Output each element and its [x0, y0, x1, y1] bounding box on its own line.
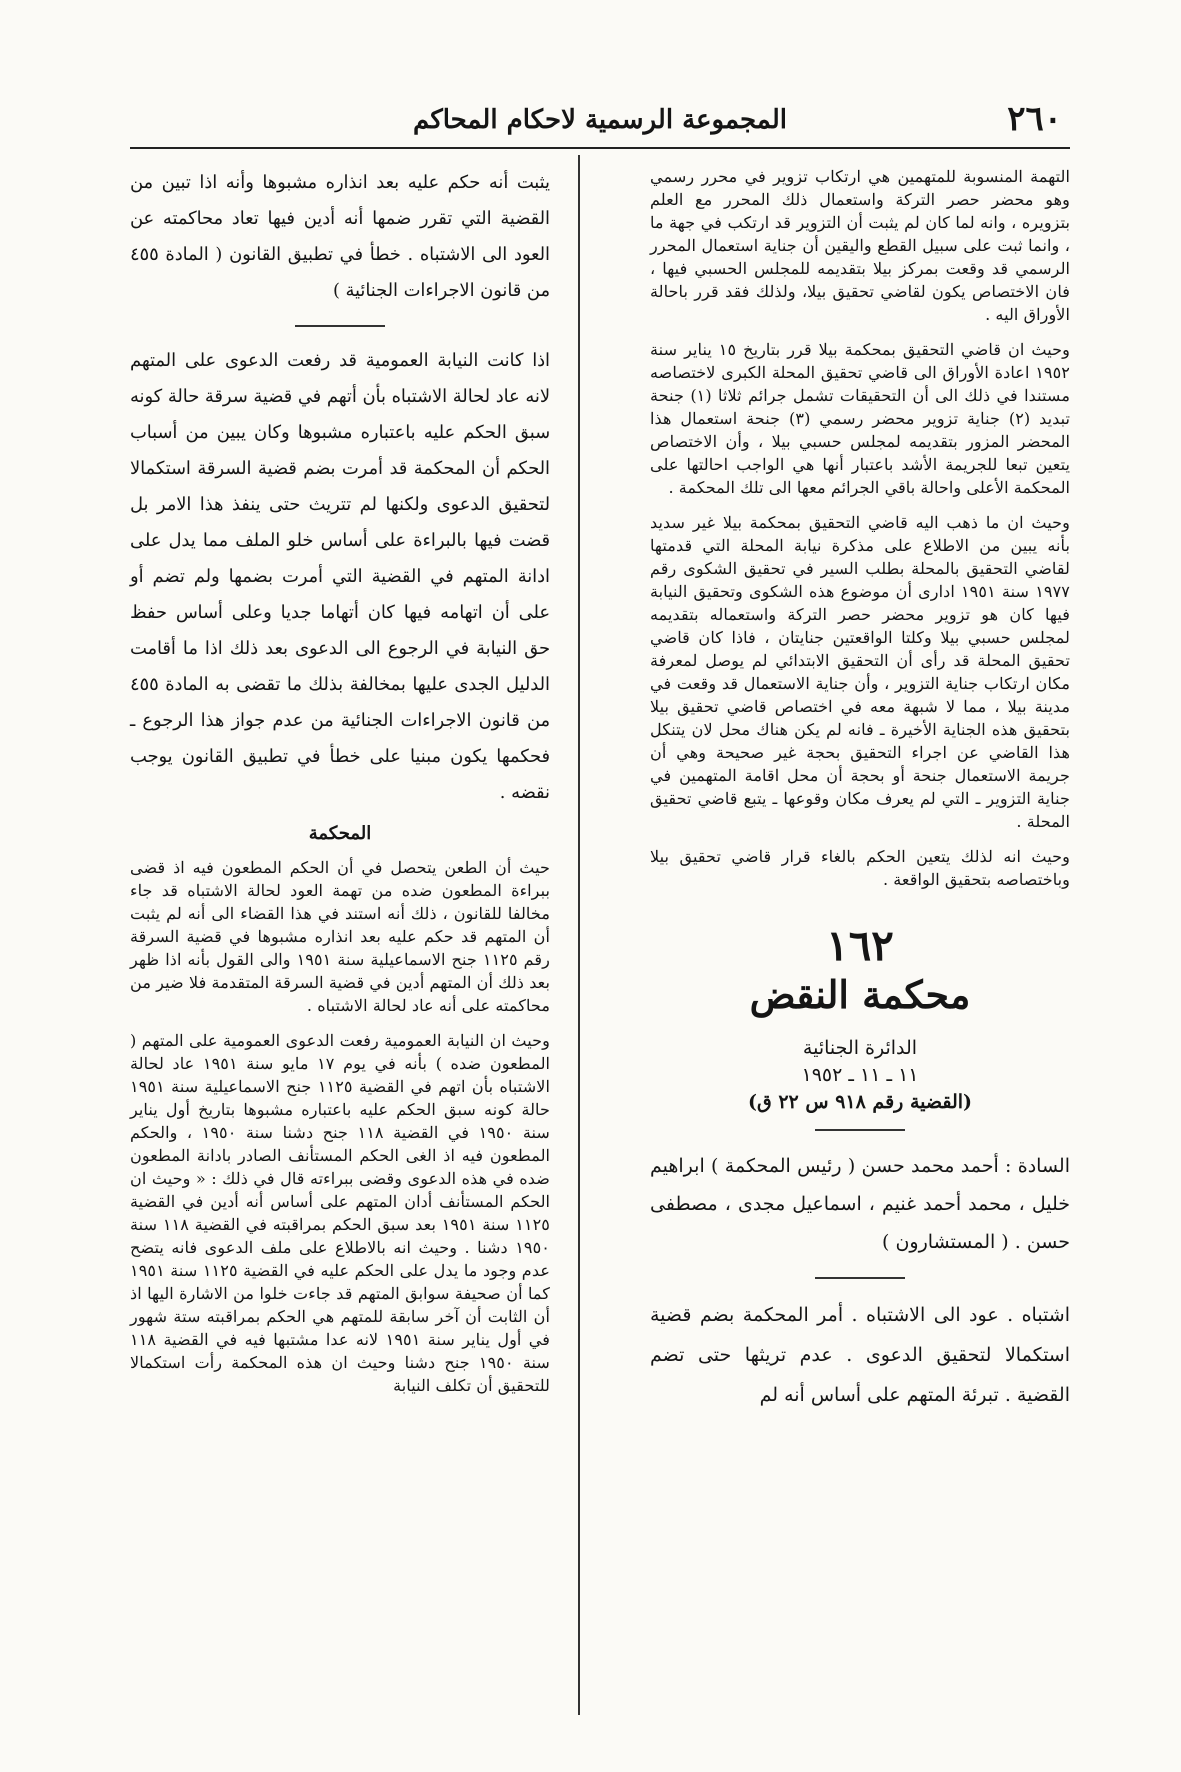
section-rule — [295, 325, 385, 327]
right-column — [650, 165, 1070, 1415]
body-paragraph: وحيث ان ما ذهب اليه قاضي التحقيق بمحكمة بيلا غير سديد بأنه يبين من الاطلاع على مذكرة نيابة المحلة التي قدمتها لقاضي التحقيق بالمحلة بطلب السير في تحقيق الشكوى رقم ١٩٧٧ سنة ١٩٥١ ادارى أن موضوع هذه الشكوى وتحقيق النيابة فيها كان هو تزوير محضر حصر التركة واستعماله بتقديمه لمجلس حسبي بيلا وكلتا الواقعتين جنايتان ، فاذا كان قاضي تحقيق المحلة قد رأى أن التحقيق الابتدائي لم يوصل لمعرفة مكان ارتكاب جناية التزوير ، وأن جناية الاستعمال قد وقعت في مدينة بيلا ، مما لا شبهة معه في اختصاص قاضي تحقيق بيلا بتحقيق هذه الجناية الأخيرة ـ فانه لم يكن هناك محل لان يتنكل هذا القاضي عن اجراء التحقيق بحجة غير صحيحة وهي أن جريمة الاستعمال جنحة أو بحجة أن محل اقامة المتهمين في جناية التزوير ـ التي لم يعرف مكان وقوعها ـ يتبع قاضي تحقيق المحلة . — [650, 513, 1070, 831]
legal-principle: اذا كانت النيابة العمومية قد رفعت الدعوى على المتهم لانه عاد لحالة الاشتباه بأن أتهم في قضية سرقة حالة كونه سبق الحكم عليه باعتباره مشبوها وكان يبين من أسباب الحكم أن المحكمة قد أمرت بضم قضية السرقة استكمالا لتحقيق الدعوى ولكنها لم تتريث حتى ينفذ هذا الامر بل قضت فيها بالبراءة على أساس خلو الملف مما يدل على ادانة المتهم في القضية التي أمرت بضمها ولم تضم أو على أن اتهامه فيها كان أتهاما جديا وعلى أساس حفظ حق النيابة في الرجوع الى الدعوى بعد ذلك اذا ما أقامت الدليل الجدى عليها بمخالفة بذلك ما تقضى به المادة ٤٥٥ من قانون الاجراءات الجنائية من عدم جواز هذا الرجوع ـ فحكمها يكون مبنيا على خطأ في تطبيق القانون يوجب نقضه . — [130, 350, 550, 803]
page-number: ٢٦٠ — [1007, 99, 1062, 139]
body-paragraph: التهمة المنسوبة للمتهمين هي ارتكاب تزوير في محرر رسمي وهو محضر حصر التركة واستعمال ذلك المحرر مع العلم بتزويره ، وانه لما كان لم يثبت أن التزوير قد ارتكب في جهة ما ، وانما ثبت على سبيل القطع واليقين أن جناية استعمال المحرر الرسمي قد وقعت بمركز بيلا بتقديمه للمجلس الحسبي فيها ، فان الاختصاص يكون لقاضي تحقيق بيلا، ولذلك فقد قرر باحالة الأوراق اليه . — [650, 167, 1070, 324]
section-rule — [815, 1129, 905, 1131]
body-paragraph: وحيث ان قاضي التحقيق بمحكمة بيلا قرر بتاريخ ١٥ يناير سنة ١٩٥٢ اعادة الأوراق الى قاضي تحقيق المحلة الكبرى لاختصاصه مستندا في ذلك الى أن التحقيقات تشمل جرائم ثلاثا (١) جنحة تبديد (٢) جناية تزوير محضر رسمي (٣) جنحة استعمال هذا المحضر المزور بتقديمه لمجلس حسبي بيلا ، وأن الاختصاص يتعين تبعا للجريمة الأشد باعتبار أنها هي الواجب احالتها على المحكمة الأعلى واحالة باقي الجرائم معها الى تلك المحكمة . — [650, 340, 1070, 497]
court-name: محكمة النقض — [749, 972, 971, 1017]
headnote-continuation: يثبت أنه حكم عليه بعد انذاره مشبوها وأنه اذا تبين من القضية التي تقرر ضمها أنه أدين فيها تعاد محاكمته عن العود الى الاشتباه . خطأ في تطبيق القانون ( المادة ٤٥٥ من قانون الاجراءات الجنائية ) — [130, 172, 550, 301]
body-paragraph: وحيث ان النيابة العمومية رفعت الدعوى العمومية على المتهم ( المطعون ضده ) بأنه في يوم ١٧ مايو سنة ١٩٥١ عاد لحالة الاشتباه بأن اتهم في القضية ١١٢٥ جنح الاسماعيلية سنة ١٩٥١ حالة كونه سبق الحكم عليه باعتباره مشبوها بتاريخ أول يناير سنة ١٩٥٠ في القضية ١١٨ جنح دشنا سنة ١٩٥٠ ، والحكم المطعون فيه اذ الغى الحكم المستأنف الصادر بادانة المطعون ضده في هذه الدعوى وقضى ببراءته قال في ذلك : « وحيث ان الحكم المستأنف أدان المتهم على أساس أنه أدين في القضية ١١٢٥ سنة ١٩٥١ بعد سبق الحكم بمراقبته في القضية ١١٨ سنة ١٩٥٠ دشنا . وحيث انه بالاطلاع على ملف الدعوى فانه يتضح عدم وجود ما يدل على الحكم عليه في القضية ١١٢٥ سنة ١٩٥١ كما أن صحيفة سوابق المتهم قد جاءت خلوا من الاشارة اليها اذ أن الثابت أن آخر سابقة للمتهم هي الحكم بمراقبته ستة شهور في أول يناير سنة ١٩٥١ لانه عدا مشتبها فيه في القضية ١١٨ سنة ١٩٥٠ جنح دشنا وحيث ان هذه المحكمة رأت استكمالا للتحقيق أن تكلف النيابة — [130, 1031, 550, 1395]
body-paragraph: وحيث انه لذلك يتعين الحكم بالغاء قرار قاضي تحقيق بيلا وباختصاصه بتحقيق الواقعة . — [650, 847, 1070, 889]
headnote: اشتباه . عود الى الاشتباه . أمر المحكمة بضم قضية استكمالا لتحقيق الدعوى . عدم تريثها حتى تضم القضية . تبرئة المتهم على أساس أنه لم — [650, 1304, 1071, 1406]
ruling-date: ١١ ـ ١١ ـ ١٩٥٢ — [801, 1064, 919, 1086]
document-page — [130, 95, 1070, 1745]
section-heading: المحكمة — [308, 823, 372, 844]
column-divider — [578, 155, 580, 1715]
body-paragraph: حيث أن الطعن يتحصل في أن الحكم المطعون فيه اذ قضى ببراءة المطعون ضده من تهمة العود لحالة الاشتباه قد جاء مخالفا للقانون ، ذلك أنه استند في هذا القضاء الى أنه لم يثبت أن المتهم قد حكم عليه بعد انذاره مشبوها في قضية السرقة رقم ١١٢٥ جنح الاسماعيلية سنة ١٩٥١ والى القول بأنه اذا ظهر بعد ذلك أن المتهم أدين في قضية السرقة المتقدمة فلا ضير من محاكمته على أنه عاد لحالة الاشتباه . — [130, 858, 550, 1015]
case-reference: (القضية رقم ٩١٨ س ٢٢ ق) — [747, 1091, 973, 1113]
header-rule — [130, 147, 1070, 149]
judges-panel: السادة : أحمد محمد حسن ( رئيس المحكمة ) ابراهيم خليل ، محمد أحمد غنيم ، اسماعيل مجدى ، مصطفى حسن . ( المستشارون ) — [650, 1155, 1070, 1253]
case-number: ١٦٢ — [826, 921, 894, 970]
left-column — [130, 165, 550, 1409]
running-title: المجموعة الرسمية لاحكام المحاكم — [413, 105, 787, 135]
section-rule — [815, 1277, 905, 1279]
circuit-name: الدائرة الجنائية — [802, 1037, 918, 1059]
page-header — [130, 95, 1070, 151]
